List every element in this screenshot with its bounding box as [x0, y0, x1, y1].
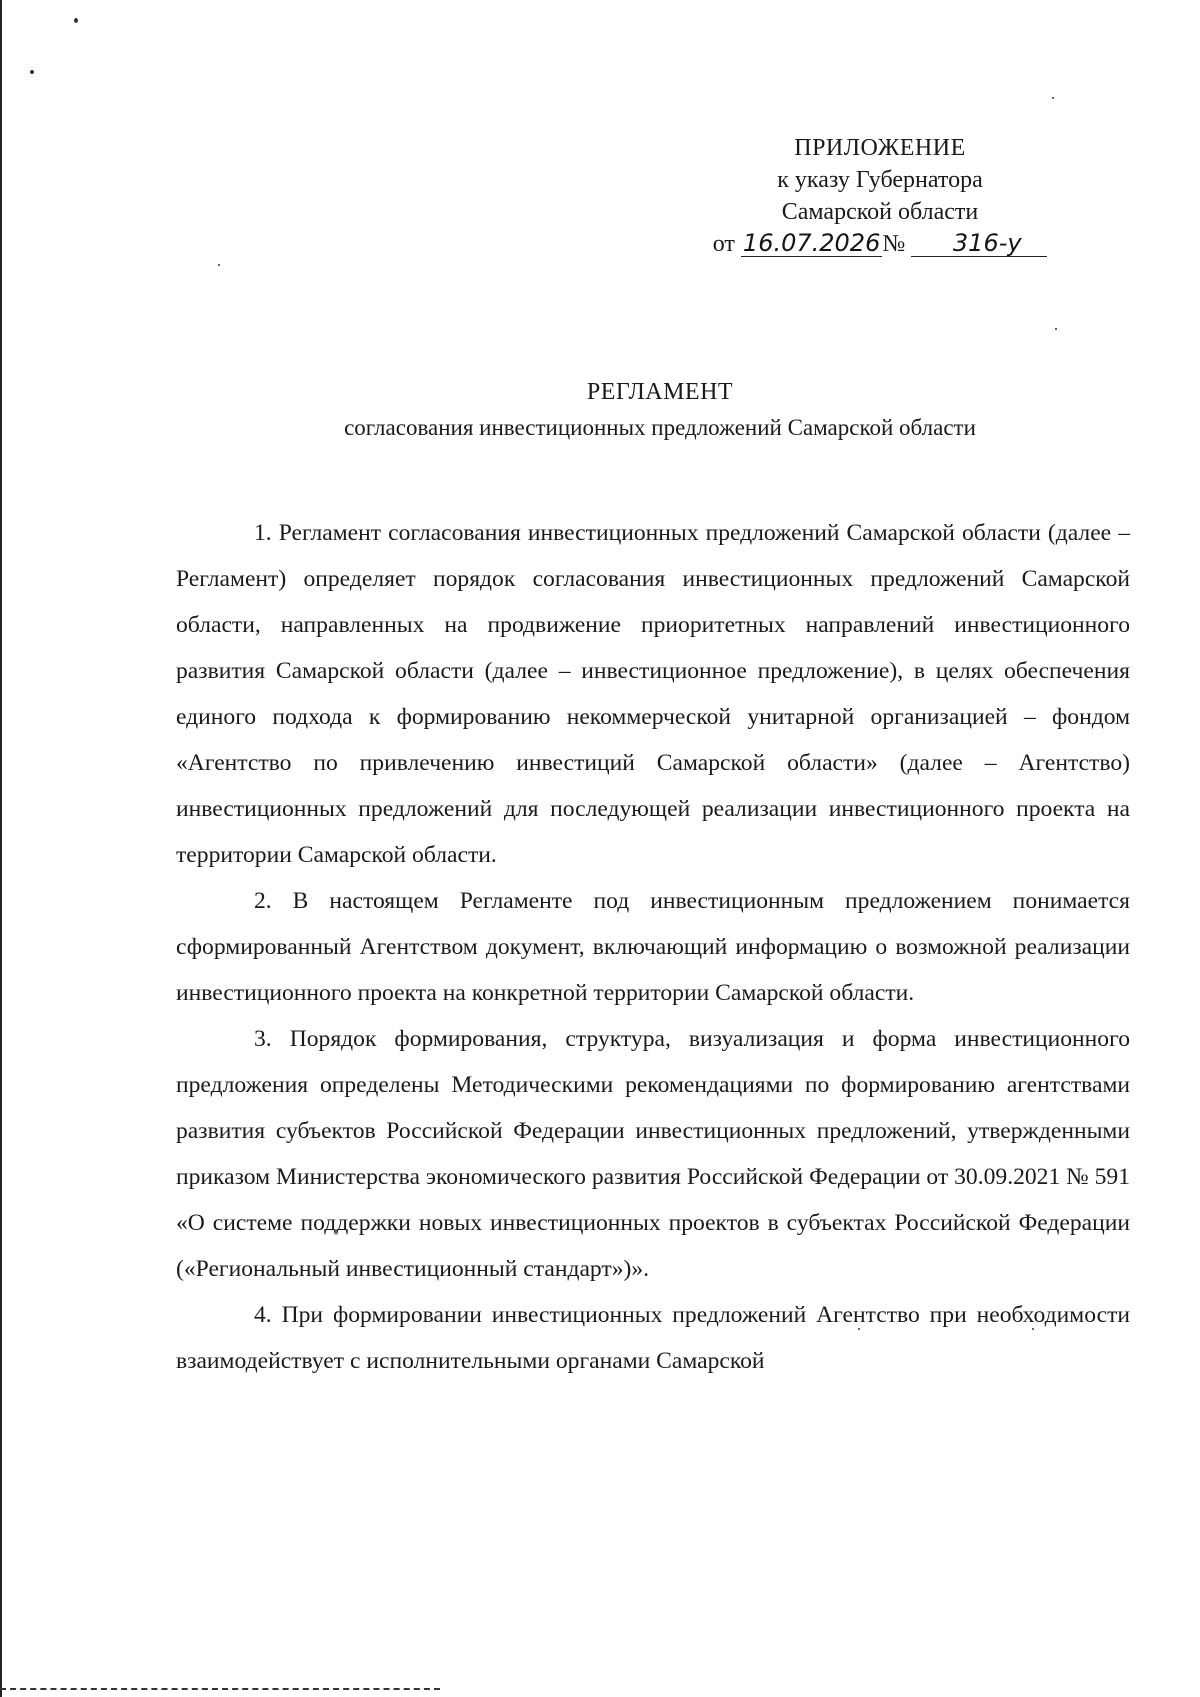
document-title-block [160, 374, 1160, 446]
paragraph-4: 4. При формировании инвестиционных предложений Агентство при необходимости взаимодействует с исполнительными органами Самарской [176, 1302, 1130, 1374]
scan-speck [1052, 97, 1054, 99]
appendix-heading: ПРИЛОЖЕНИЕ [794, 135, 966, 161]
from-label: от [712, 231, 735, 257]
paragraph-3: 3. Порядок формирования, структура, визуализация и форма инвестиционного предложения определены Методическими рекомендациями по формированию агентствами развития субъектов Российской Федерации инвестиционных предложений, утвержденными приказом Министерства экономического развития Российской Федерации от 30.09.2021 № 591 «О системе поддержки новых инвестиционных проектов в субъектах Российской Федерации («Региональный инвестиционный стандарт»)». [176, 1026, 1130, 1282]
paragraph-2: 2. В настоящем Регламенте под инвестиционным предложением понимается сформированный Агентством документ, включающий информацию о возможной реализации инвестиционного проекта на конкретной территории Самарской области. [176, 888, 1130, 1006]
appendix-line-decree: к указу Губернатора [777, 167, 983, 193]
document-title: РЕГЛАМЕНТ [586, 379, 734, 405]
paragraph-1: 1. Регламент согласования инвестиционных предложений Самарской области (далее – Регламент) определяет порядок согласования инвестиционных предложений Самарской области, направленных на продвижение приоритетных направлений инвестиционного развития Самарской области (далее – инвестиционное предложение), в целях обеспечения единого подхода к формированию некоммерческой унитарной организацией – фондом «Агентство по привлечению инвестиций Самарской области» (далее – Агентство) инвестиционных предложений для последующей реализации инвестиционного проекта на территории Самарской области. [176, 520, 1130, 868]
scan-speck [74, 18, 78, 23]
scan-bottom-border [0, 1688, 440, 1690]
scan-speck [1055, 328, 1057, 330]
number-label: № [882, 231, 906, 257]
appendix-line-region: Самарской области [781, 199, 979, 225]
document-body [176, 510, 1130, 1384]
scan-left-border [0, 0, 2, 1697]
appendix-stamp [640, 132, 1120, 260]
appendix-date-number-row [640, 228, 1120, 260]
handwritten-date: 16.07.2026 [742, 229, 881, 257]
scan-speck [218, 264, 220, 266]
scan-speck [30, 70, 34, 74]
document-subtitle: согласования инвестиционных предложений Самарской области [344, 415, 976, 440]
handwritten-number: 316-у [911, 230, 1047, 257]
